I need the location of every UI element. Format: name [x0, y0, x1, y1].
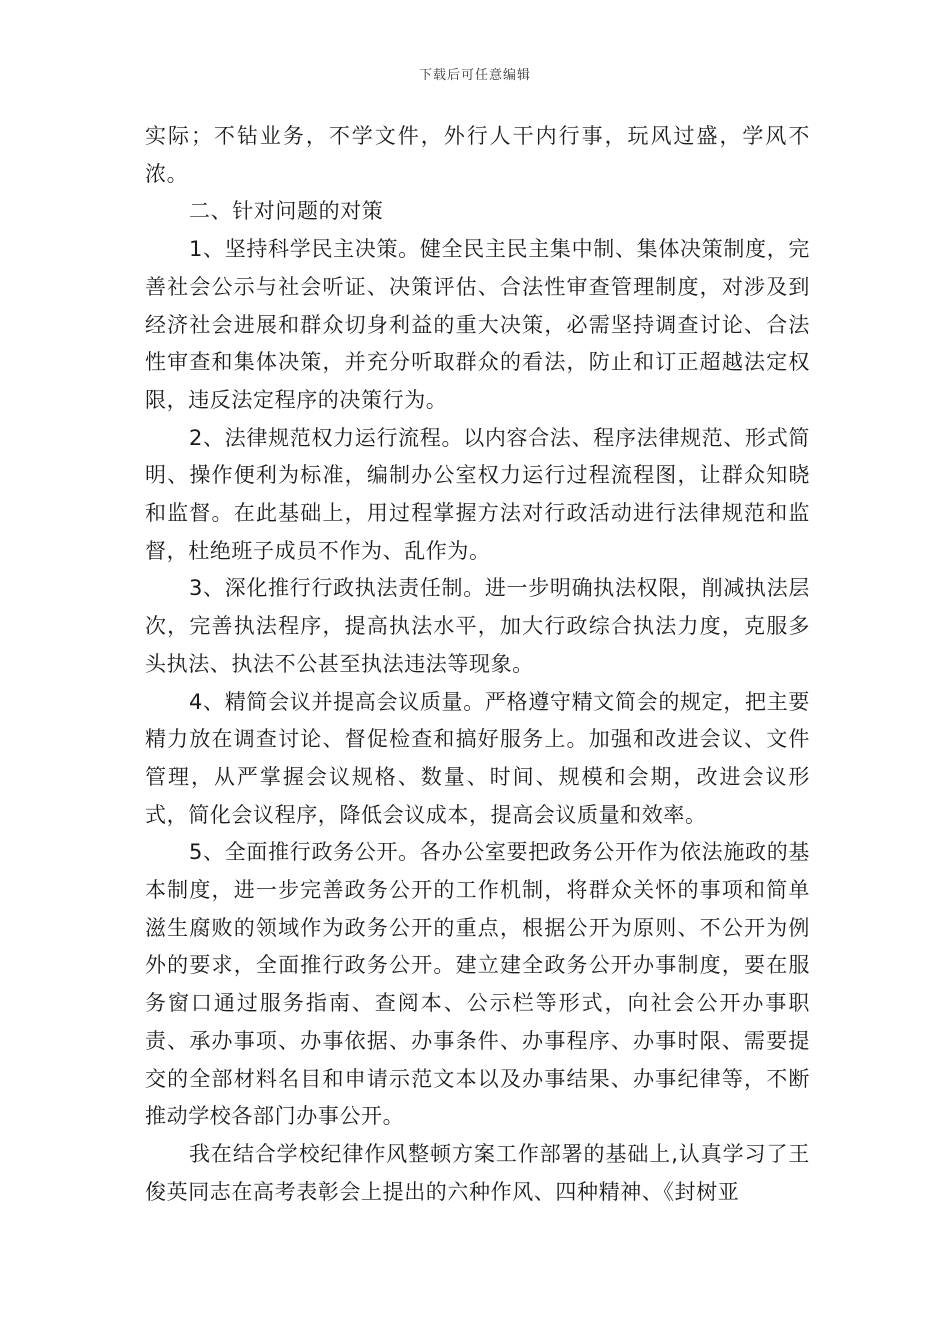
paragraph-item-4: 4、精简会议并提高会议质量。严格遵守精文简会的规定，把主要精力放在调查讨论、督促检查和搞好服务上。加强和改进会议、文件管理，从严掌握会议规格、数量、时间、规模和会期，改进会议形式，简化会议程序，降低会议成本，提高会议质量和效率。: [145, 689, 810, 827]
paragraph-item-2: 2、法律规范权力运行流程。以内容合法、程序法律规范、形式简明、操作便利为标准，编制办公室权力运行过程流程图，让群众知晓和监督。在此基础上，用过程掌握方法对行政活动进行法律规范和监督，杜绝班子成员不作为、乱作为。: [145, 425, 810, 563]
paragraph-item-3: 3、深化推行行政执法责任制。进一步明确执法权限，削减执法层次，完善执法程序，提高执法水平，加大行政综合执法力度，克服多头执法、执法不公甚至执法违法等现象。: [145, 576, 810, 676]
section-heading: 二、针对问题的对策: [189, 199, 384, 224]
document-body: [145, 118, 810, 1211]
paragraph-item-5: 5、全面推行政务公开。各办公室要把政务公开作为依法施政的基本制度，进一步完善政务公开的工作机制，将群众关怀的事项和简单滋生腐败的领域作为政务公开的重点，根据公开为原则、不公开为例外的要求，全面推行政务公开。建立建全政务公开办事制度，要在服务窗口通过服务指南、查阅本、公示栏等形式，向社会公开办事职责、承办事项、办事依据、办事条件、办事程序、办事时限、需要提交的全部材料名目和申请示范文本以及办事结果、办事纪律等，不断推动学校各部门办事公开。: [145, 840, 810, 1129]
page-header: 下载后可任意编辑: [418, 68, 531, 83]
paragraph-closing: 我在结合学校纪律作风整顿方案工作部署的基础上,认真学习了王俊英同志在高考表彰会上提出的六种作风、四种精神、《封树亚: [145, 1141, 810, 1204]
paragraph-item-1: 1、坚持科学民主决策。健全民主民主集中制、集体决策制度，完善社会公示与社会听证、决策评估、合法性审查管理制度，对涉及到经济社会进展和群众切身利益的重大决策，必需坚持调查讨论、合法性审查和集体决策，并充分听取群众的看法，防止和订正超越法定权限，违反法定程序的决策行为。: [145, 237, 810, 412]
paragraph-continuation: 实际；不钻业务，不学文件，外行人干内行事，玩风过盛，学风不浓。: [145, 124, 810, 186]
